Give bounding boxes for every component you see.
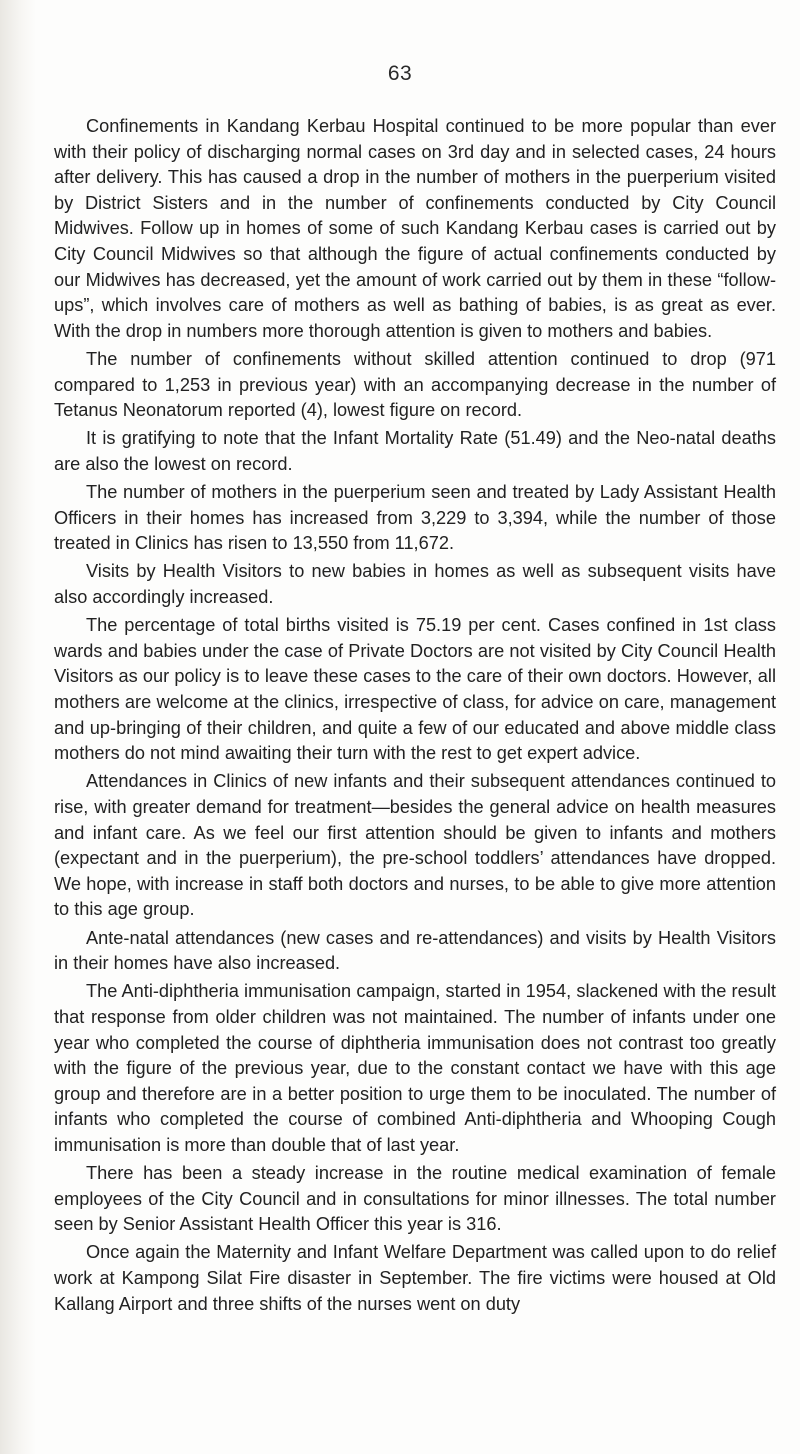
paragraph-fire-relief: Once again the Maternity and Infant Welfare Department was called upon to do relief work at Kampong Silat Fire disaster in September. The fire victims were housed at Old Kallang Airport and three shifts of the nurses went on duty — [54, 1242, 776, 1314]
page-edge-shadow — [0, 0, 36, 1454]
paragraph-clinic-attendances: Attendances in Clinics of new infants and their subsequent attendances continued to rise, with greater demand for treatment—besides the general advice on health measures and infant care. As we feel our first attention should be given to infants and mothers (expectant and in the puerperium), the pre-school toddlers’ attendances have dropped. We hope, with increase in staff both doctors and nurses, to be able to give more attention to this age group. — [54, 771, 776, 920]
paragraph-health-visitor-visits: Visits by Health Visitors to new babies in homes as well as subsequent visits have also accordingly increased. — [54, 561, 776, 608]
paragraph-kandang-kerbau: Confinements in Kandang Kerbau Hospital continued to be more popular than ever with their policy of discharging normal cases on 3rd day and in selected cases, 24 hours after delivery. This has caused a drop in the number of mothers in the puerperium visited by District Sisters and in the number of confinements conducted by City Council Midwives. Follow up in homes of some of such Kandang Kerbau cases is carried out by City Council Midwives so that although the figure of actual confinements conducted by our Midwives has decreased, yet the amount of work carried out by them in these “follow-ups”, which involves care of mothers as well as bathing of babies, is as great as ever. With the drop in numbers more thorough attention is given to mothers and babies. — [54, 116, 776, 341]
page-number: 63 — [387, 62, 413, 85]
body-text — [54, 114, 776, 1320]
paragraph-puerperium-treatment: The number of mothers in the puerperium seen and treated by Lady Assistant Health Officers in their homes has increased from 3,229 to 3,394, while the number of those treated in Clinics has risen to 13,550 from 11,672. — [54, 482, 776, 554]
paragraph-immunisation: The Anti-diphtheria immunisation campaign, started in 1954, slackened with the result that response from older children was not maintained. The number of infants under one year who completed the course of diphtheria immunisation does not contrast too greatly with the figure of the previous year, due to the constant contact we have with this age group and therefore are in a better position to urge them to be inoculated. The number of infants who completed the course of combined Anti-diphtheria and Whooping Cough immunisation is more than double that of last year. — [54, 981, 776, 1155]
paragraph-births-visited: The percentage of total births visited is 75.19 per cent. Cases confined in 1st class wards and babies under the case of Private Doctors are not visited by City Council Health Visitors as our policy is to leave these cases to the care of their own doctors. However, all mothers are welcome at the clinics, irrespective of class, for advice on care, management and up-bringing of their children, and quite a few of our educated and above middle class mothers do not mind awaiting their turn with the rest to get expert advice. — [54, 615, 776, 764]
paragraph-ante-natal: Ante-natal attendances (new cases and re-attendances) and visits by Health Visitors in their homes have also increased. — [54, 927, 776, 974]
paragraph-medical-examination: There has been a steady increase in the routine medical examination of female employees of the City Council and in consultations for minor illnesses. The total number seen by Senior Assistant Health Officer this year is 316. — [54, 1163, 776, 1235]
paragraph-unskilled-confinements: The number of confinements without skilled attention continued to drop (971 compared to 1,253 in previous year) with an accompanying decrease in the number of Tetanus Neonatorum reported (4), lowest figure on record. — [54, 348, 776, 421]
paragraph-infant-mortality: It is gratifying to note that the Infant Mortality Rate (51.49) and the Neo-natal deaths are also the lowest on record. — [54, 428, 776, 474]
